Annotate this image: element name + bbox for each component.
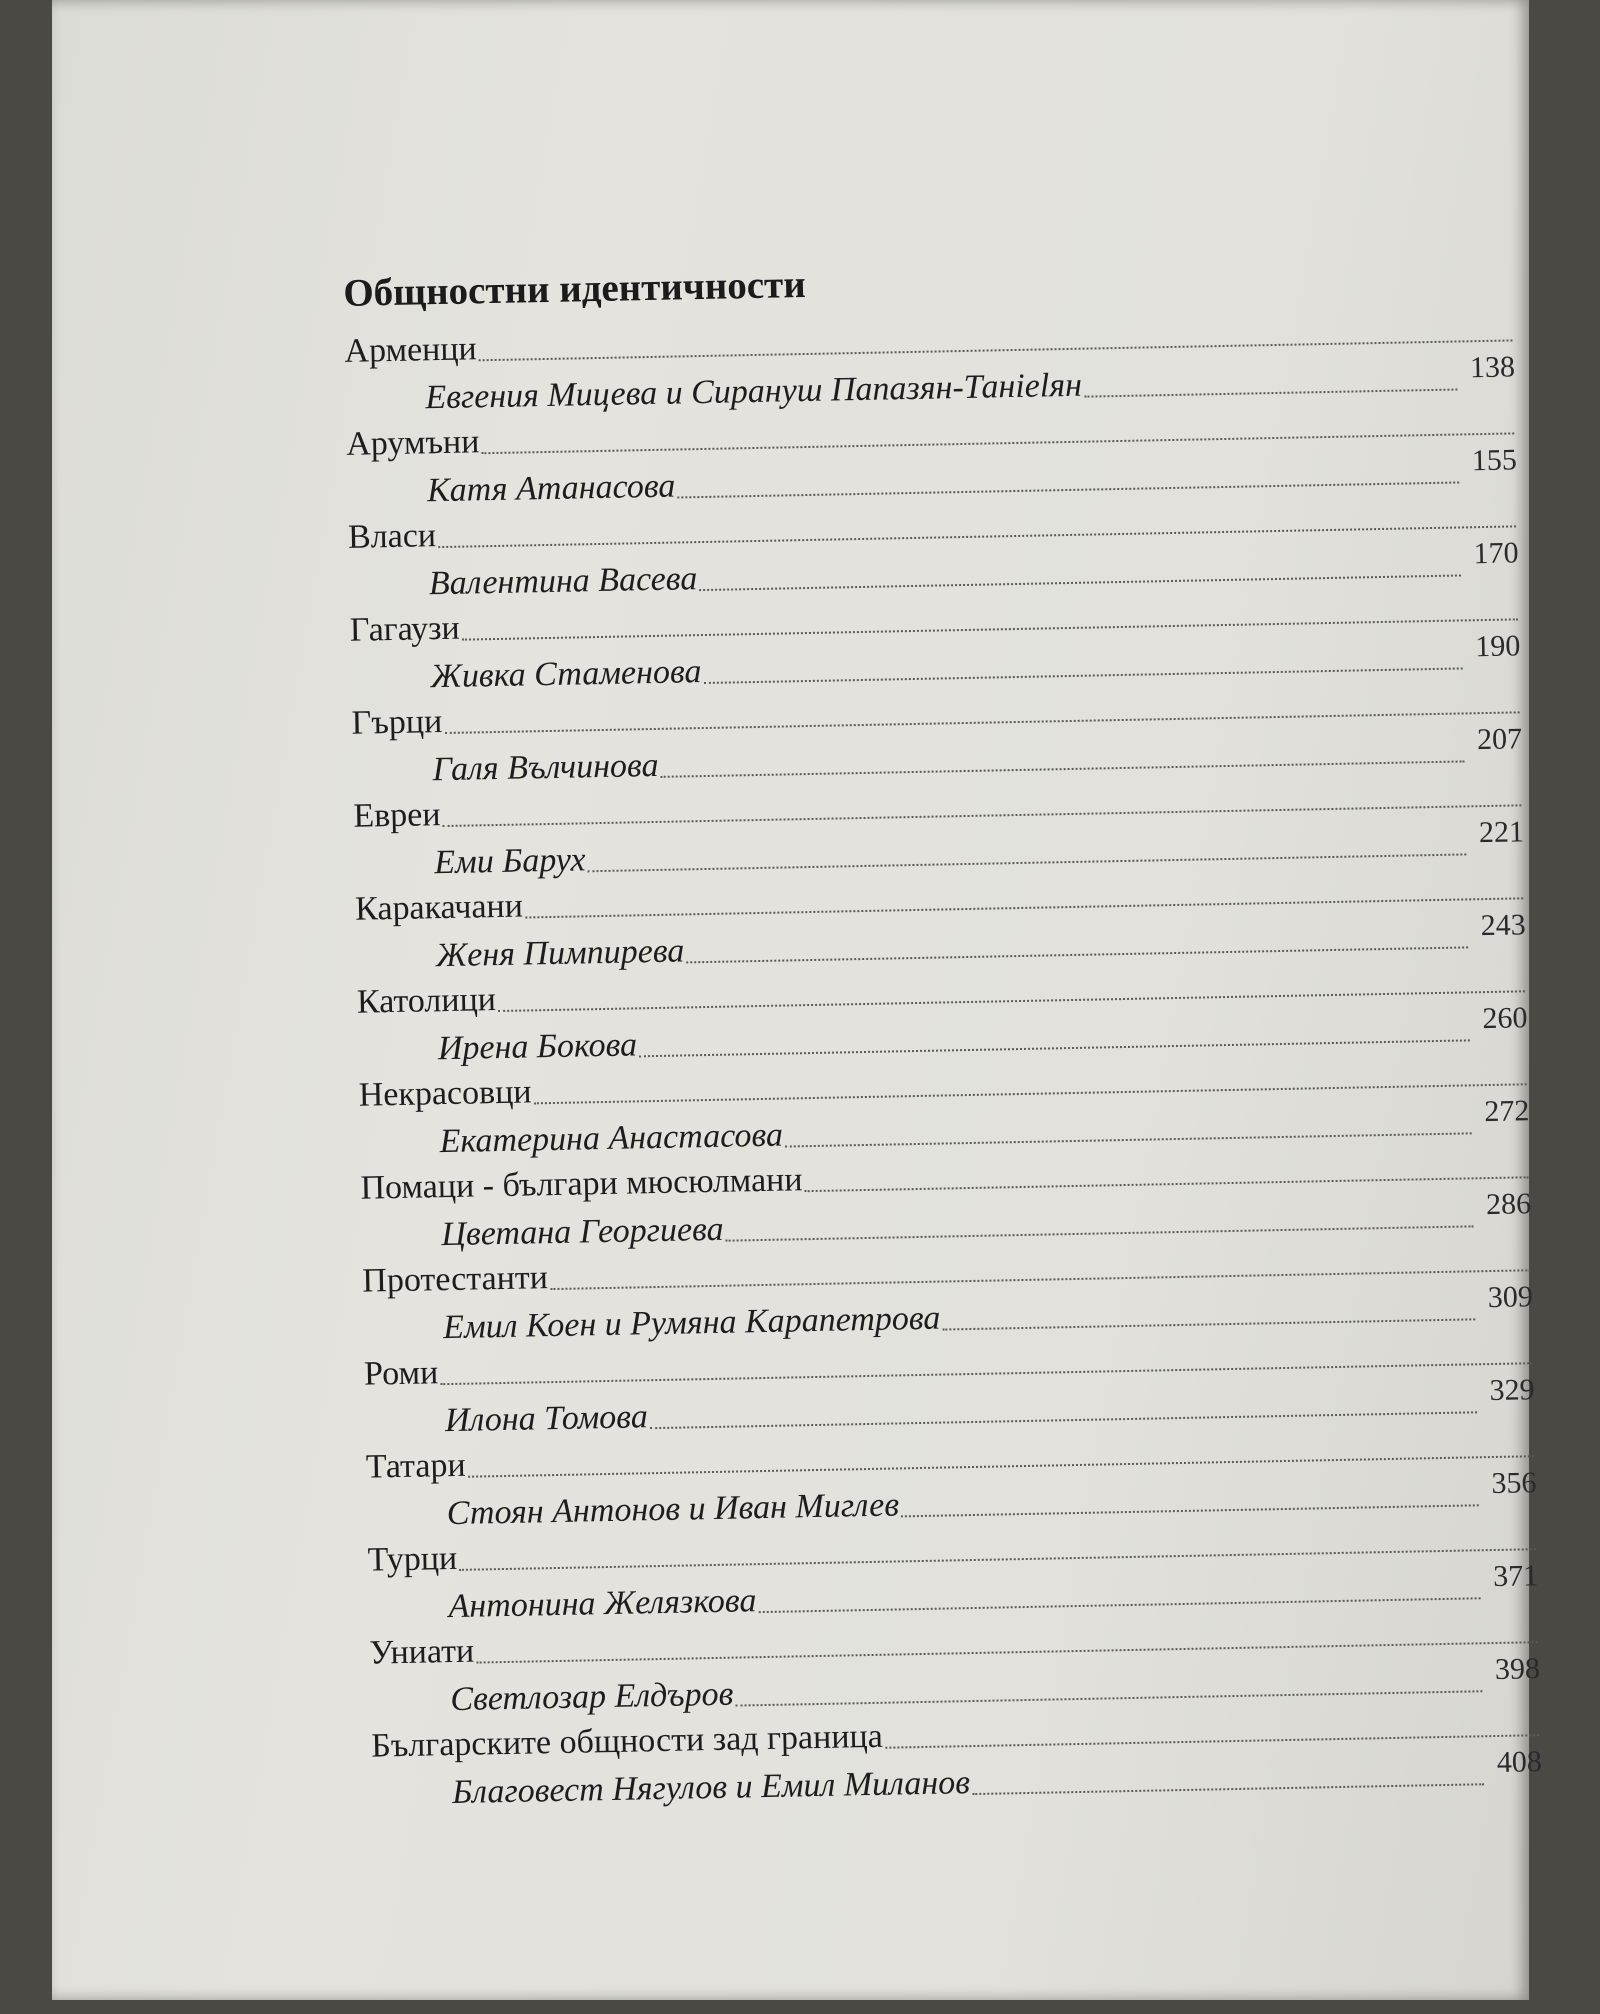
entry-author: Евгения Мицева и Сирануш Папазян-Танielян	[425, 366, 1083, 417]
entry-topic: Униати	[369, 1632, 475, 1672]
entry-page-number: 221	[1478, 815, 1525, 850]
entry-page-number: 260	[1482, 1001, 1528, 1036]
entry-author: Цветана Георгиева	[441, 1210, 724, 1254]
entry-topic: Католици	[356, 981, 497, 1021]
entry-author: Валентина Васева	[428, 560, 698, 603]
entry-page-number: 207	[1476, 722, 1523, 757]
entry-topic: Татари	[365, 1446, 466, 1486]
entry-page-number: 190	[1475, 629, 1521, 664]
entry-author: Еми Барух	[433, 841, 586, 882]
entry-page-number: 286	[1485, 1187, 1532, 1222]
entry-topic: Евреи	[353, 796, 441, 835]
section-heading: Общностни идентичности	[342, 262, 807, 315]
entry-topic: Гагаузи	[349, 609, 460, 649]
book-page	[52, 0, 1543, 2000]
entry-topic: Протестанти	[361, 1259, 549, 1300]
entry-page-number: 408	[1496, 1745, 1543, 1779]
entry-page-number: 356	[1491, 1466, 1537, 1501]
table-of-contents	[33, 0, 1600, 2014]
entry-author: Катя Атанасова	[426, 467, 676, 510]
entry-author: Стоян Антонов и Иван Миглев	[446, 1486, 900, 1533]
entry-topic: Арменци	[344, 330, 478, 370]
entry-topic: Некрасовци	[358, 1073, 532, 1114]
entry-page-number: 243	[1480, 908, 1527, 943]
entry-author: Екатерина Анастасова	[439, 1116, 784, 1161]
entry-author: Антонина Желязкова	[448, 1582, 757, 1626]
entry-page-number: 138	[1469, 350, 1516, 385]
entry-topic: Роми	[363, 1354, 439, 1393]
entry-topic: Арумъни	[345, 423, 480, 463]
entry-page-number: 371	[1492, 1559, 1539, 1594]
entry-topic: Българските общности зад граница	[370, 1717, 884, 1765]
dot-leader	[972, 1783, 1484, 1795]
entry-author: Светлозар Елдъров	[450, 1675, 734, 1719]
entry-topic: Турци	[367, 1539, 458, 1579]
entry-topic: Власи	[347, 517, 437, 556]
entry-page-number: 170	[1473, 536, 1519, 571]
entry-author: Илона Томова	[444, 1398, 649, 1440]
entry-author: Благовест Нягулов и Емил Миланов	[451, 1764, 971, 1812]
entry-topic: Помаци - българи мюсюлмани	[360, 1161, 803, 1207]
entry-author: Галя Вълчинова	[432, 746, 659, 789]
entry-topic: Гърци	[351, 703, 443, 742]
entry-topic: Каракачани	[354, 887, 524, 928]
entry-page-number: 329	[1489, 1373, 1535, 1408]
entry-author: Емил Коен и Румяна Карапетрова	[442, 1299, 941, 1347]
entry-author: Женя Пимпирева	[435, 932, 685, 975]
entry-page-number: 155	[1471, 443, 1518, 478]
entry-page-number: 309	[1487, 1280, 1534, 1315]
entry-author: Ирена Бокова	[437, 1026, 638, 1068]
entry-page-number: 398	[1494, 1652, 1541, 1687]
entry-page-number: 272	[1483, 1094, 1530, 1129]
entry-author: Живка Стаменова	[430, 653, 702, 696]
